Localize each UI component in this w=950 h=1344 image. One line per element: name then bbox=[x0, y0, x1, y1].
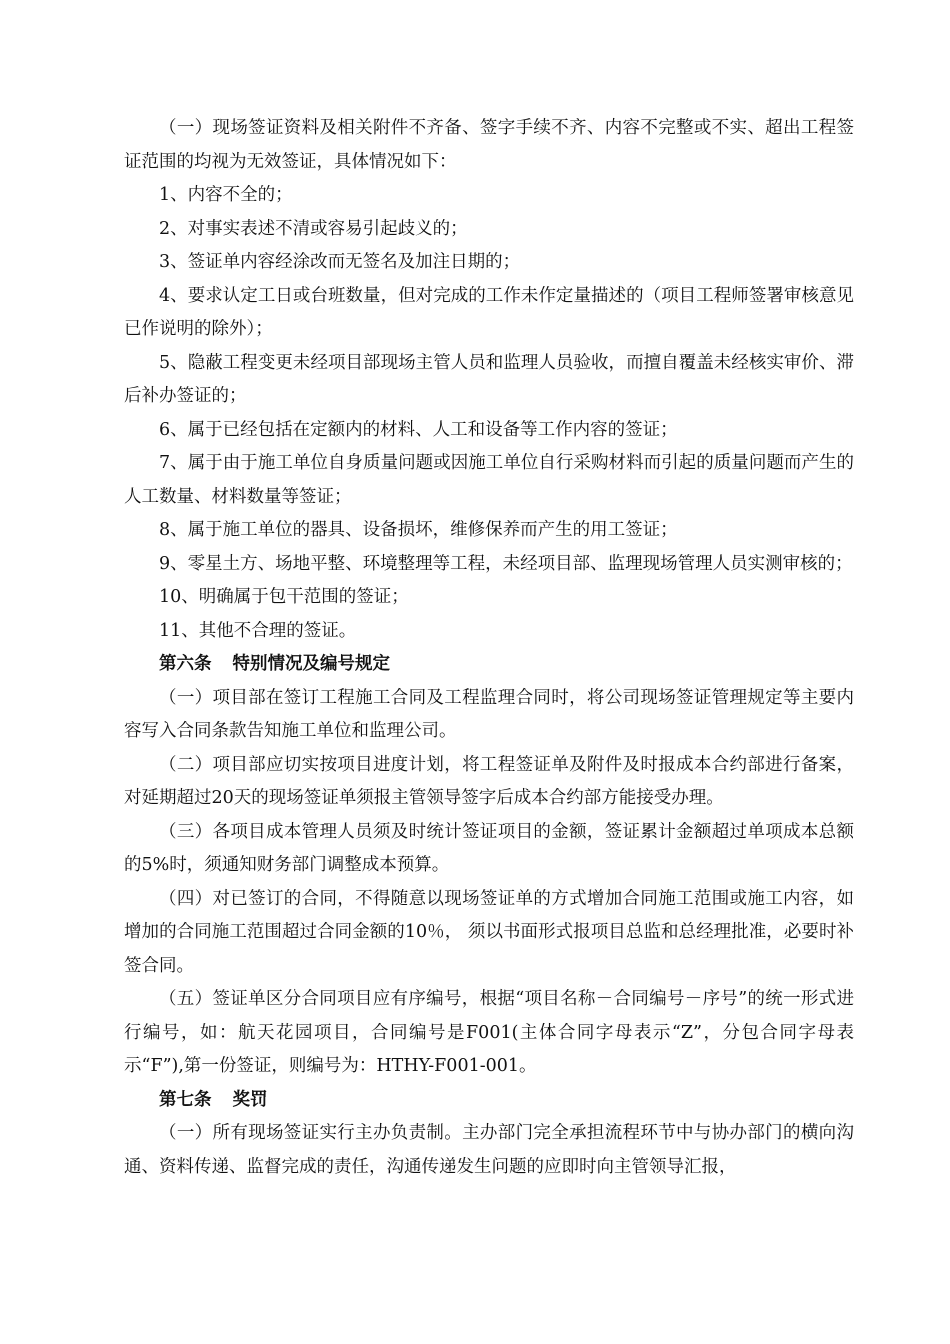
article-number: 第七条 bbox=[159, 1089, 212, 1110]
article-6-clause-5: （五）签证单区分合同项目应有序编号，根据“项目名称－合同编号－序号”的统一形式进行编号，如：航天花园项目，合同编号是F001(主体合同字母表示“Z”，分包合同字母表示“F”),第一份签证，则编号为：HTHY-F001-001。 bbox=[124, 989, 854, 1076]
section-heading-article-6 bbox=[124, 648, 854, 682]
list-item-2: 2、对事实表述不清或容易引起歧义的； bbox=[159, 218, 468, 239]
list-item-5: 5、隐蔽工程变更未经项目部现场主管人员和监理人员验收，而擅自覆盖未经核实审价、滞后补办签证的； bbox=[124, 352, 854, 406]
list-item-1: 1、内容不全的； bbox=[159, 185, 293, 205]
list-item-9: 9、零星土方、场地平整、环境整理等工程，未经项目部、监理现场管理人员实测审核的； bbox=[159, 553, 853, 574]
list-item-3: 3、签证单内容经涂改而无签名及加注日期的； bbox=[159, 252, 521, 272]
article-7-clause-1: （一）所有现场签证实行主办负责制。主办部门完全承担流程环节中与协办部门的横向沟通、资料传递、监督完成的责任，沟通传递发生问题的应即时向主管领导汇报， bbox=[124, 1123, 854, 1177]
list-item-6: 6、属于已经包括在定额内的材料、人工和设备等工作内容的签证； bbox=[159, 419, 678, 440]
article-number: 第六条 bbox=[159, 654, 212, 674]
article-6-clause-4: （四）对已签订的合同，不得随意以现场签证单的方式增加合同施工范围或施工内容，如增加的合同施工范围超过合同金额的10％， 须以书面形式报项目总监和总经理批准，必要时补签合同。 bbox=[124, 888, 854, 976]
article-title: 特别情况及编号规定 bbox=[232, 654, 390, 674]
list-item-10: 10、明确属于包干范围的签证； bbox=[159, 587, 409, 607]
article-6-clause-1: （一）项目部在签订工程施工合同及工程监理合同时，将公司现场签证管理规定等主要内容写入合同条款告知施工单位和监理公司。 bbox=[124, 687, 854, 741]
list-item-8: 8、属于施工单位的器具、设备损坏，维修保养而产生的用工签证； bbox=[159, 520, 678, 540]
list-item-11: 11、其他不合理的签证。 bbox=[159, 620, 357, 641]
list-item-7: 7、属于由于施工单位自身质量问题或因施工单位自行采购材料而引起的质量问题而产生的人工数量、材料数量等签证； bbox=[124, 453, 854, 507]
section-heading-article-7 bbox=[124, 1084, 854, 1118]
article-title: 奖罚 bbox=[232, 1089, 268, 1110]
article-6-clause-3: （三）各项目成本管理人员须及时统计签证项目的金额，签证累计金额超过单项成本总额的5%时，须通知财务部门调整成本预算。 bbox=[124, 821, 854, 875]
paragraph-invalid-visa-intro: （一）现场签证资料及相关附件不齐备、签字手续不齐、内容不完整或不实、超出工程签证范围的均视为无效签证，具体情况如下： bbox=[124, 118, 854, 172]
article-6-clause-2: （二）项目部应切实按项目进度计划，将工程签证单及附件及时报成本合约部进行备案，对延期超过20天的现场签证单须报主管领导签字后成本合约部方能接受办理。 bbox=[124, 754, 854, 808]
list-item-4: 4、要求认定工日或台班数量，但对完成的工作未作定量描述的（项目工程师签署审核意见已作说明的除外）； bbox=[124, 285, 854, 339]
